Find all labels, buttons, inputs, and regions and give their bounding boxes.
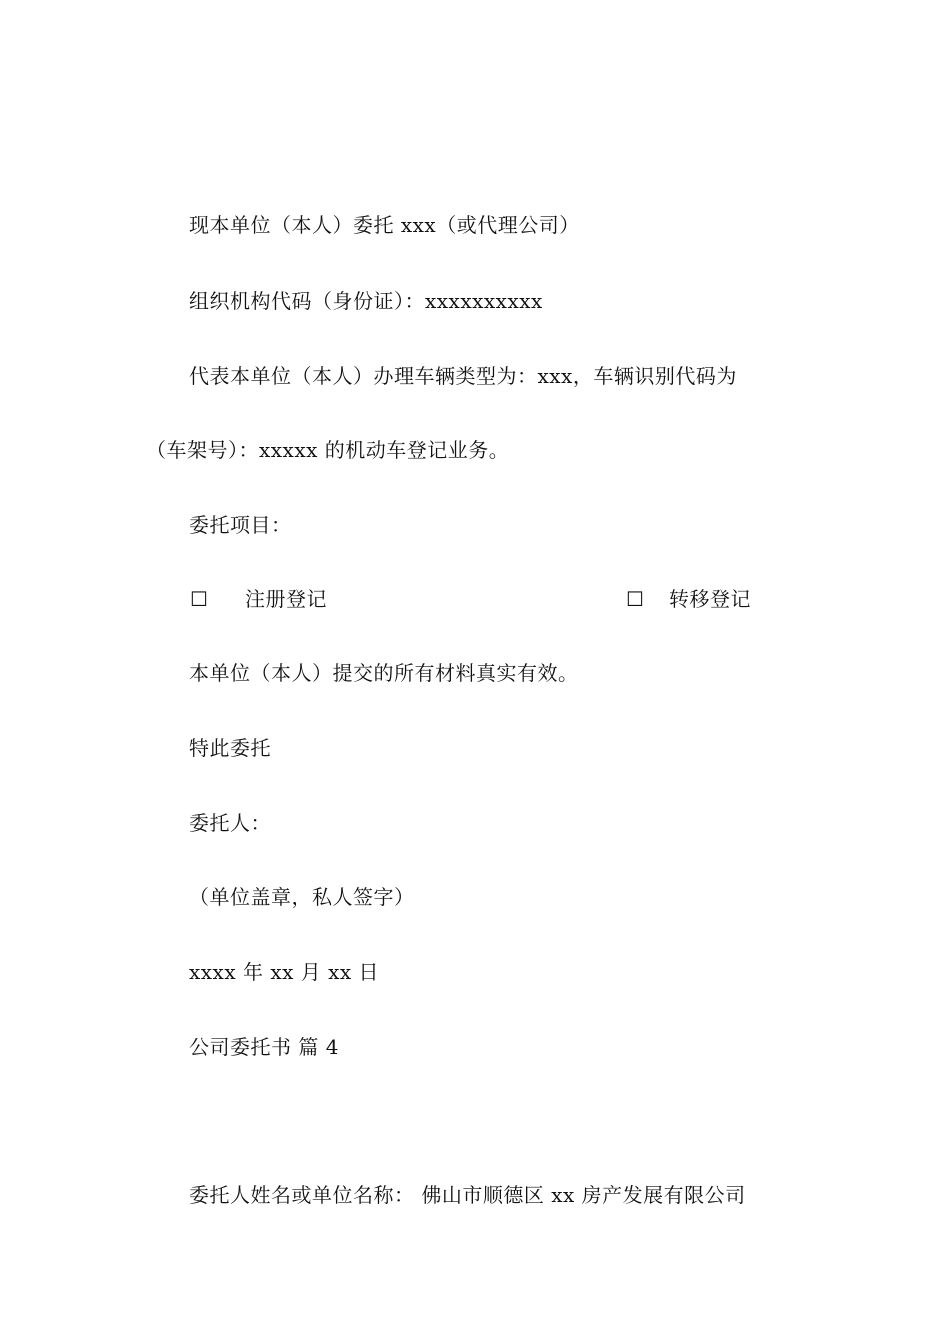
seal-signature-note: （单位盖章，私人签字） (189, 885, 415, 909)
date-line: xxxx 年 xx 月 xx 日 (189, 960, 380, 984)
closing-phrase: 特此委托 (189, 736, 271, 760)
vehicle-type-line: 代表本单位（本人）办理车辆类型为：xxx，车辆识别代码为 (189, 364, 737, 388)
delegation-items-heading: 委托项目： (189, 513, 292, 537)
principal-name-line: 委托人姓名或单位名称： 佛山市顺德区 xx 房产发展有限公司 (189, 1183, 746, 1207)
delegation-statement: 现本单位（本人）委托 xxx（或代理公司） (189, 213, 580, 237)
registration-label: 注册登记 (245, 587, 327, 611)
org-code-line: 组织机构代码（身份证）：xxxxxxxxxx (189, 289, 543, 313)
vin-line: （车架号）：xxxxx 的机动车登记业务。 (146, 438, 510, 462)
transfer-label: 转移登记 (669, 587, 751, 611)
principal-label: 委托人： (189, 811, 271, 835)
section-title: 公司委托书 篇 4 (189, 1035, 339, 1059)
materials-statement: 本单位（本人）提交的所有材料真实有效。 (189, 661, 579, 685)
transfer-checkbox[interactable]: ☐ (626, 587, 644, 611)
registration-checkbox[interactable]: ☐ (190, 587, 208, 611)
